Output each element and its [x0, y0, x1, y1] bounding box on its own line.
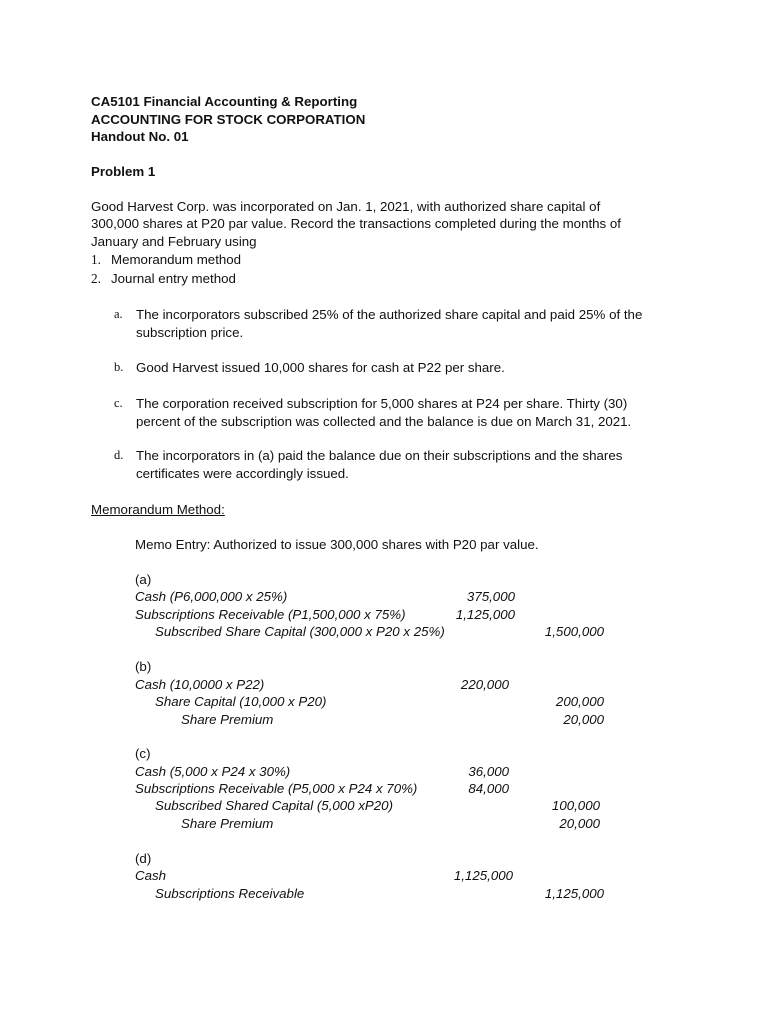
journal-row: [0, 623, 768, 641]
debit-amount: 375,000: [466, 589, 515, 604]
intro-line-3: January and February using: [91, 234, 257, 249]
account-name: Cash (P6,000,000 x 25%): [135, 589, 288, 604]
journal-row: [0, 588, 768, 606]
credit-amount: 1,125,000: [544, 886, 604, 901]
intro-line-2: 300,000 shares at P20 par value. Record the transactions completed during the months of: [91, 216, 621, 231]
transaction-text: [136, 359, 676, 377]
account-name: Subscriptions Receivable: [155, 886, 305, 901]
credit-amount: 100,000: [551, 798, 600, 813]
list-marker: c.: [114, 396, 123, 410]
debit-amount: 84,000: [468, 781, 509, 796]
account-name: Cash (5,000 x P24 x 30%): [135, 764, 291, 779]
method-item-memorandum: [91, 251, 241, 269]
account-name: Cash (10,0000 x P22): [135, 677, 265, 692]
course-title: CA5101 Financial Accounting & Reporting: [91, 94, 358, 109]
account-name: Subscriptions Receivable (P1,500,000 x 75%): [135, 607, 406, 622]
account-name: Cash: [135, 868, 167, 883]
list-marker: 2.: [91, 271, 101, 286]
entry-label: (a): [135, 572, 152, 587]
credit-amount: 20,000: [563, 712, 604, 727]
journal-row: [0, 885, 768, 903]
entry-label: (b): [135, 659, 152, 674]
journal-row: [0, 815, 768, 833]
transaction-line: The incorporators in (a) paid the balance due on their subscriptions and the shares: [136, 448, 623, 463]
journal-row: [0, 693, 768, 711]
method-label: Memorandum method: [111, 252, 242, 267]
transaction-text: [136, 306, 676, 341]
journal-row: [0, 711, 768, 729]
account-name: Subscriptions Receivable (P5,000 x P24 x 70%): [135, 781, 418, 796]
list-marker: a.: [114, 307, 123, 321]
list-marker: b.: [114, 360, 124, 374]
memo-entry: Memo Entry: Authorized to issue 300,000 shares with P20 par value.: [135, 537, 539, 552]
account-name: Subscribed Share Capital (300,000 x P20 x 25%): [155, 624, 445, 639]
memorandum-heading: Memorandum Method:: [91, 502, 225, 517]
account-name: Share Premium: [181, 712, 274, 727]
method-item-journal: [91, 270, 236, 288]
transaction-line: Good Harvest issued 10,000 shares for cash at P22 per share.: [136, 360, 505, 375]
debit-amount: 220,000: [460, 677, 509, 692]
credit-amount: 20,000: [559, 816, 600, 831]
credit-amount: 1,500,000: [544, 624, 604, 639]
journal-row: [0, 780, 768, 798]
topic-title: ACCOUNTING FOR STOCK CORPORATION: [91, 112, 366, 127]
account-name: Share Capital (10,000 x P20): [155, 694, 327, 709]
transaction-line: subscription price.: [136, 324, 244, 340]
transaction-text: [136, 395, 676, 430]
transaction-text: [136, 447, 676, 482]
transaction-line: certificates were accordingly issued.: [136, 465, 349, 481]
handout-number: Handout No. 01: [91, 129, 189, 144]
entry-label: (c): [135, 746, 151, 761]
debit-amount: 36,000: [468, 764, 509, 779]
journal-row: [0, 867, 768, 885]
credit-amount: 200,000: [555, 694, 604, 709]
account-name: Subscribed Shared Capital (5,000 xP20): [155, 798, 394, 813]
list-marker: 1.: [91, 252, 101, 267]
account-name: Share Premium: [181, 816, 274, 831]
transaction-line: The incorporators subscribed 25% of the authorized share capital and paid 25% of the: [136, 307, 643, 322]
journal-row: [0, 797, 768, 815]
journal-row: [0, 763, 768, 781]
journal-row: [0, 606, 768, 624]
transaction-line: percent of the subscription was collected and the balance is due on March 31, 2021.: [136, 413, 632, 429]
intro-line-1: Good Harvest Corp. was incorporated on Jan. 1, 2021, with authorized share capital of: [91, 199, 601, 214]
problem-title: Problem 1: [91, 164, 156, 179]
method-label: Journal entry method: [111, 271, 236, 286]
entry-label: (d): [135, 851, 152, 866]
journal-row: [0, 676, 768, 694]
debit-amount: 1,125,000: [453, 868, 513, 883]
debit-amount: 1,125,000: [455, 607, 515, 622]
transaction-line: The corporation received subscription for 5,000 shares at P24 per share. Thirty (30): [136, 396, 628, 411]
list-marker: d.: [114, 448, 124, 462]
